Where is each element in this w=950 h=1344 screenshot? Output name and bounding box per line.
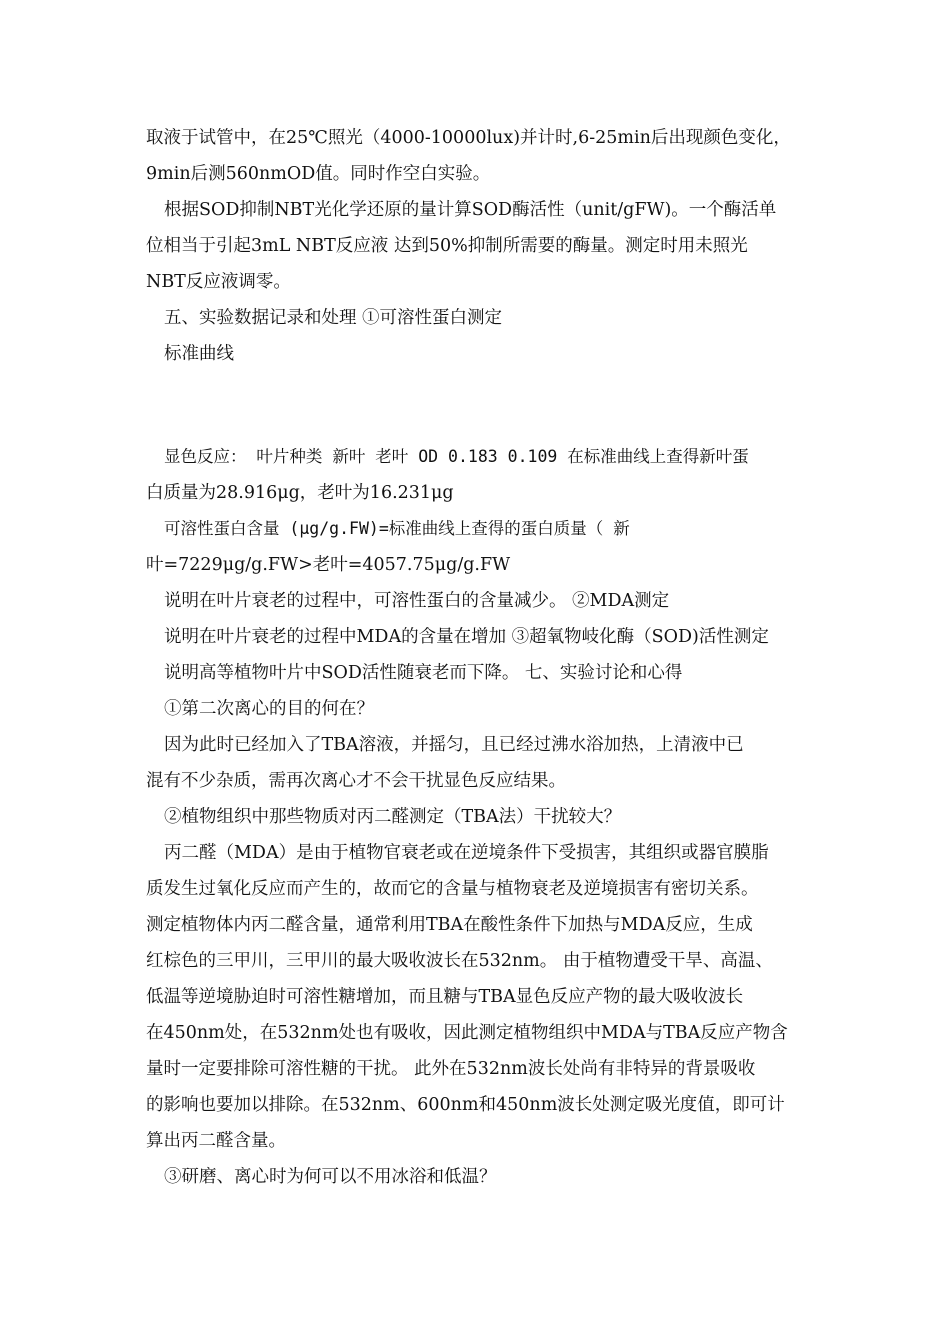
- text-line: 说明在叶片衰老的过程中MDA的含量在增加 ③超氧物岐化酶（SOD)活性测定: [164, 627, 769, 647]
- text-line: 丙二醛（MDA）是由于植物官衰老或在逆境条件下受损害，其组织或器官膜脂: [164, 843, 769, 863]
- text-line: 根据SOD抑制NBT光化学还原的量计算SOD酶活性（unit/gFW)。一个酶活单: [164, 200, 777, 220]
- text-line: 的影响也要加以排除。在532nm、600nm和450nm波长处测定吸光度值，即可计: [146, 1095, 785, 1115]
- text-line: 白质量为28.916μg，老叶为16.231μg: [146, 483, 454, 503]
- question-line: ②植物组织中那些物质对丙二醛测定（TBA法）干扰较大？: [164, 807, 622, 827]
- text-line: 量时一定要排除可溶性糖的干扰。 此外在532nm波长处尚有非特异的背景吸收: [146, 1059, 756, 1079]
- text-line: 可溶性蛋白含量 (μg/g.FW)=标准曲线上查得的蛋白质量（ 新: [164, 519, 630, 538]
- text-line: 说明高等植物叶片中SOD活性随衰老而下降。 七、实验讨论和心得: [164, 663, 683, 683]
- text-line: 显色反应： 叶片种类 新叶 老叶 OD 0.183 0.109 在标准曲线上查得新叶蛋: [164, 447, 749, 466]
- text-line: 9min后测560nmOD值。同时作空白实验。: [146, 164, 491, 184]
- text-line: 低温等逆境胁迫时可溶性糖增加，而且糖与TBA显色反应产物的最大吸收波长: [146, 987, 744, 1007]
- question-line: ①第二次离心的目的何在？: [164, 699, 374, 719]
- text-line: 在450nm处，在532nm处也有吸收，因此测定植物组织中MDA与TBA反应产物含: [146, 1023, 788, 1043]
- section-heading: 五、实验数据记录和处理 ①可溶性蛋白测定: [164, 308, 503, 328]
- text-line: 位相当于引起3mL NBT反应液 达到50%抑制所需要的酶量。测定时用未照光: [146, 236, 748, 256]
- text-line: 混有不少杂质，需再次离心才不会干扰显色反应结果。: [146, 771, 566, 791]
- text-line: 取液于试管中，在25℃照光（4000-10000lux)并计时,6-25min后出现颜色变化，: [146, 128, 791, 148]
- text-line: 测定植物体内丙二醛含量，通常利用TBA在酸性条件下加热与MDA反应，生成: [146, 915, 753, 935]
- text-line: 质发生过氧化反应而产生的，故而它的含量与植物衰老及逆境损害有密切关系。: [146, 879, 759, 899]
- text-line: 红棕色的三甲川，三甲川的最大吸收波长在532nm。 由于植物遭受干旱、高温、: [146, 951, 773, 971]
- text-line: 算出丙二醛含量。: [146, 1131, 286, 1151]
- text-line: 说明在叶片衰老的过程中，可溶性蛋白的含量减少。 ②MDA测定: [164, 591, 670, 611]
- text-line: NBT反应液调零。: [146, 272, 291, 292]
- question-line: ③研磨、离心时为何可以不用冰浴和低温？: [164, 1167, 497, 1187]
- text-line: 叶=7229μg/g.FW>老叶=4057.75μg/g.FW: [146, 555, 511, 575]
- subheading: 标准曲线: [164, 344, 234, 364]
- text-line: 因为此时已经加入了TBA溶液，并摇匀，且已经过沸水浴加热，上清液中已: [164, 735, 744, 755]
